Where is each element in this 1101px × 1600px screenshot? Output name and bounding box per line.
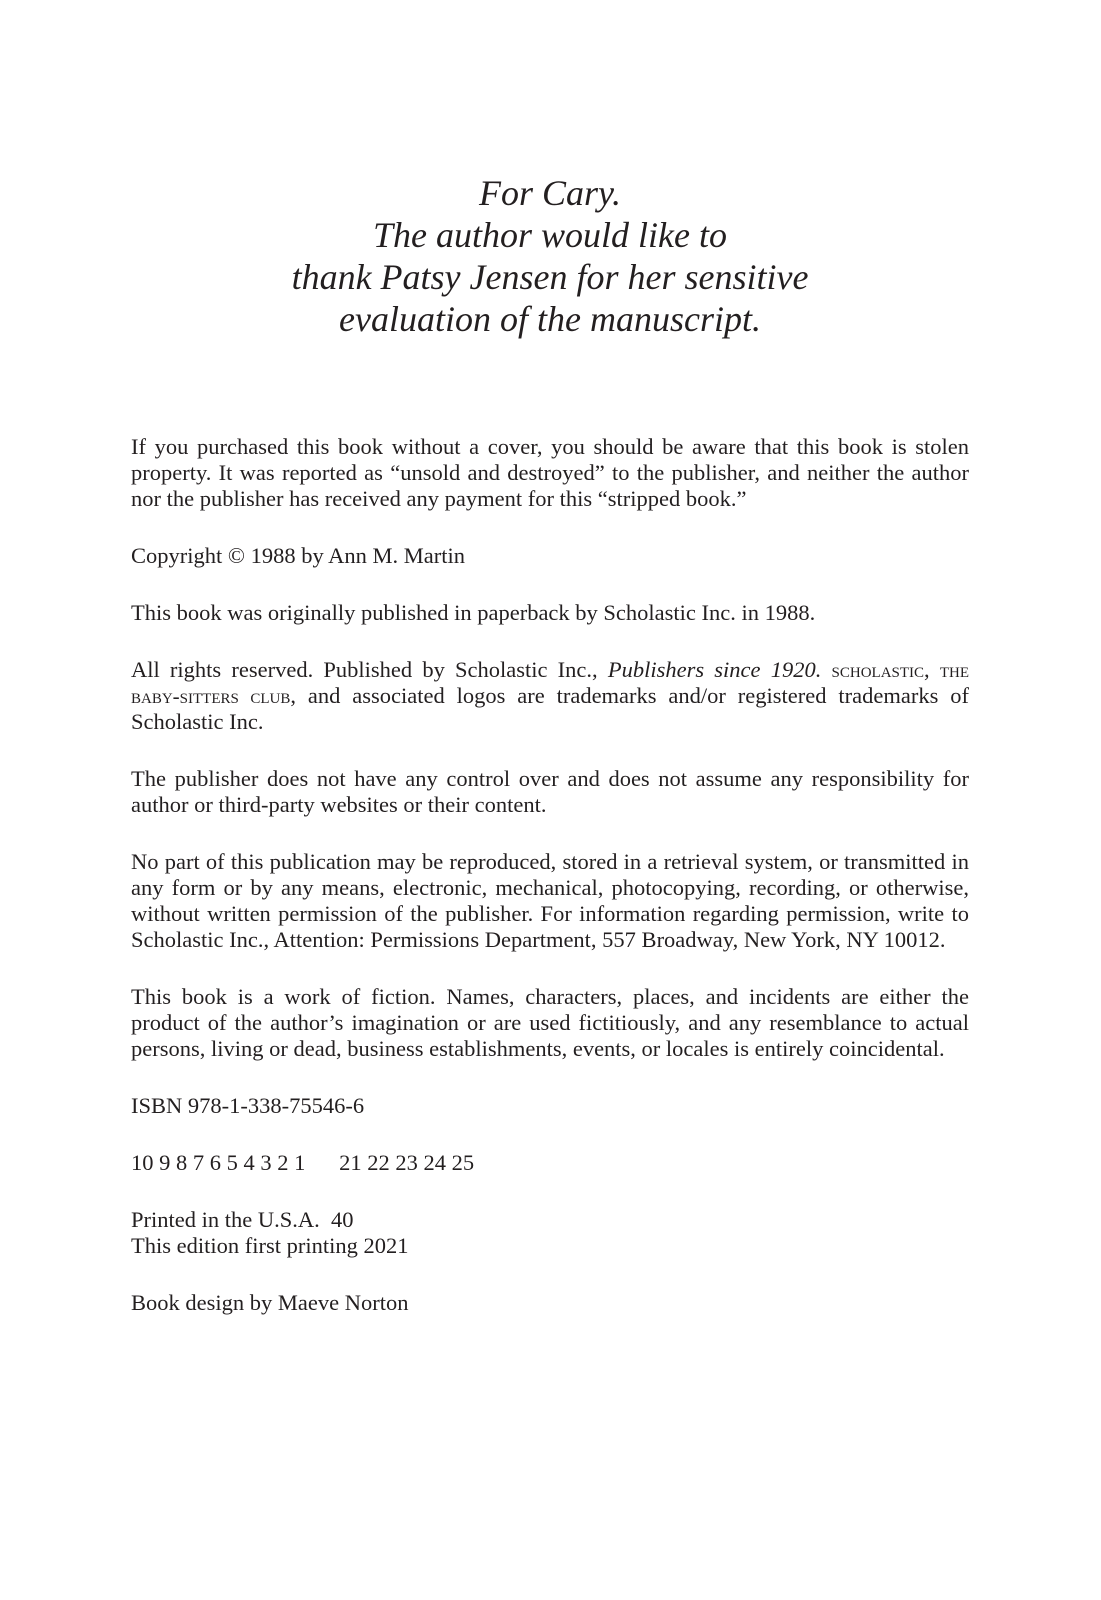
trademark-comma: ,	[924, 657, 930, 682]
dedication-line: For Cary.	[478, 173, 621, 213]
printing-info	[131, 1207, 969, 1259]
dedication-line: evaluation of the manuscript.	[339, 299, 761, 339]
dedication-line: thank Patsy Jensen for her sensitive	[291, 257, 809, 297]
websites-disclaimer: The publisher does not have any control over and does not assume any responsibility for author or third-party websites or their content.	[131, 766, 969, 817]
rights-text: All rights reserved. Published by Scholastic Inc.,	[131, 657, 608, 682]
copyright-line: Copyright © 1988 by Ann M. Martin	[131, 543, 465, 568]
stripped-book-notice: If you purchased this book without a cover, you should be aware that this book is stolen property. It was reported as “unsold and destroyed” to the publisher, and neither the author nor the publisher has received any payment for this “stripped book.”	[131, 434, 969, 511]
trademark-scholastic: scholastic	[831, 658, 925, 682]
reproduction-notice: No part of this publication may be reproduced, stored in a retrieval system, or transmitted in any form or by any means, electronic, mechanical, photocopying, recording, or otherwise, without written permission of the publisher. For information regarding permission, write to Scholastic Inc., Attention: Permissions Department, 557 Broadway, New York, NY 10012.	[131, 849, 969, 952]
original-publication-note: This book was originally published in paperback by Scholastic Inc. in 1988.	[131, 600, 816, 625]
book-design-credit: Book design by Maeve Norton	[131, 1290, 409, 1315]
dedication-line: The author would like to	[373, 215, 727, 255]
trademark-bsc: the baby-sitters club	[131, 658, 970, 708]
isbn: ISBN 978-1-338-75546-6	[131, 1093, 365, 1118]
copyright-block	[131, 434, 969, 1347]
edition-printing: This edition first printing 2021	[131, 1233, 409, 1258]
rights-text-end: , and associated logos are trademarks and/or registered trademarks of Scholastic Inc.	[131, 683, 969, 734]
dedication	[200, 172, 900, 340]
printed-in: Printed in the U.S.A. 40	[131, 1207, 354, 1232]
rights-reserved-notice	[131, 657, 969, 735]
printing-numbers: 10 9 8 7 6 5 4 3 2 1 21 22 23 24 25	[131, 1150, 475, 1175]
fiction-notice: This book is a work of fiction. Names, characters, places, and incidents are either the product of the author’s imagination or are used fictitiously, and any resemblance to actual persons, living or dead, business establishments, events, or locales is entirely coincidental.	[131, 984, 969, 1061]
publishers-since: Publishers since 1920.	[607, 657, 822, 682]
